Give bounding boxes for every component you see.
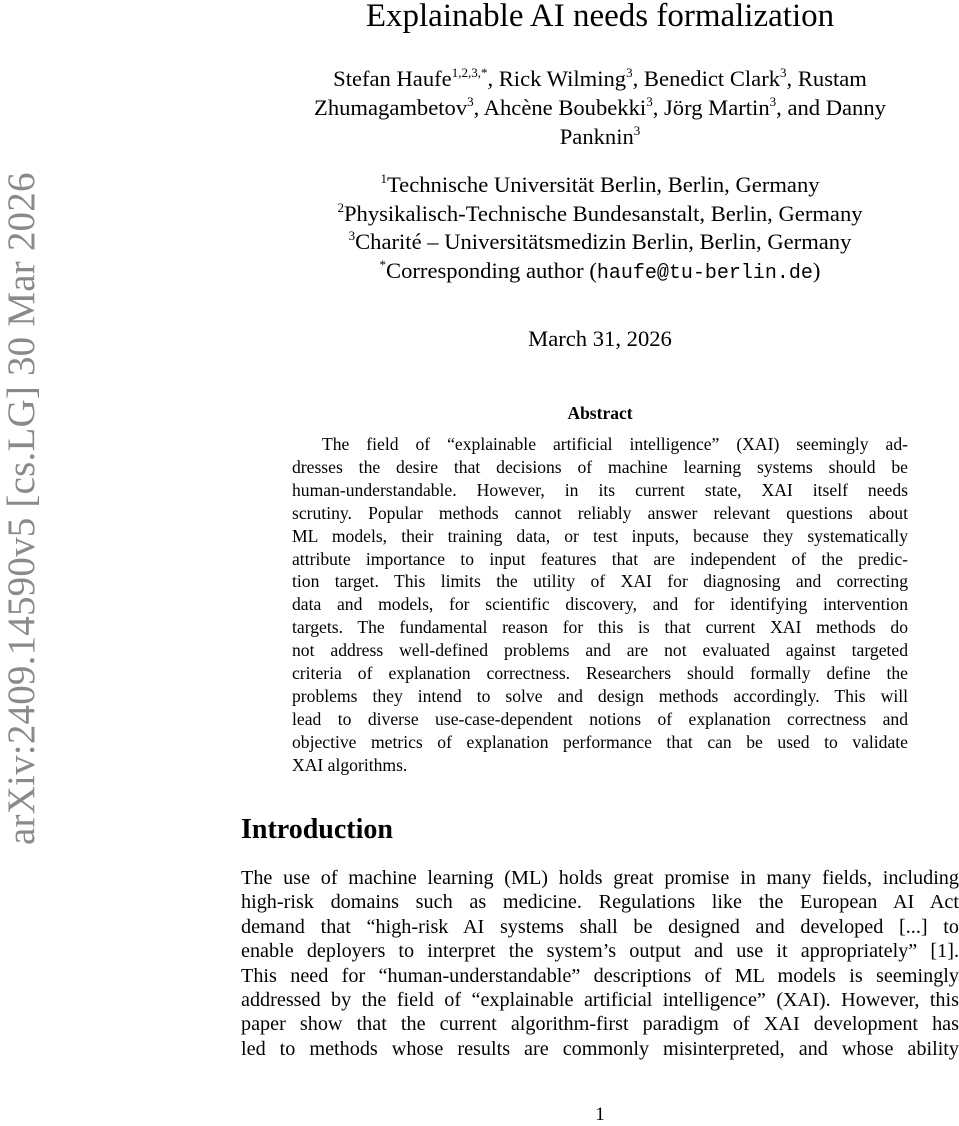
intro-line: The use of machine learning (ML) holds great promise in many fields, including bbox=[241, 867, 959, 889]
abstract-body bbox=[292, 433, 908, 777]
author-name: Stefan Haufe bbox=[333, 66, 452, 91]
affiliation-marker: 3 bbox=[769, 94, 777, 109]
author-list bbox=[241, 64, 959, 151]
affiliation-marker: 3 bbox=[626, 65, 633, 80]
corresponding-author bbox=[241, 257, 959, 289]
abstract-line: data and models, for scientific discovery, and for identifying intervention bbox=[292, 594, 908, 615]
page-number: 1 bbox=[595, 1104, 605, 1125]
intro-line: led to methods whose results are commonly misinterpreted, and whose ability bbox=[241, 1037, 959, 1060]
affiliation-text: Charité – Universitätsmedizin Berlin, Berlin, Germany bbox=[355, 229, 852, 254]
intro-line: This need for “human-understandable” descriptions of ML models is seemingly bbox=[241, 964, 959, 987]
abstract-line: The field of “explainable artificial intelligence” (XAI) seemingly ad- bbox=[322, 434, 908, 454]
author-line-2 bbox=[241, 93, 959, 122]
intro-line: paper show that the current algorithm-first paradigm of XAI development has bbox=[241, 1013, 959, 1036]
abstract-line: lead to diverse use-case-dependent notions of explanation correctness and bbox=[292, 708, 908, 729]
corresponding-email-link[interactable]: haufe@tu-berlin.de bbox=[596, 261, 813, 285]
affiliation-1 bbox=[241, 171, 959, 200]
affiliation-marker: 3 bbox=[646, 94, 653, 109]
abstract-line: problems they intend to solve and design methods accordingly. This will bbox=[292, 685, 908, 706]
abstract-line: objective metrics of explanation performance that can be used to validate bbox=[292, 731, 908, 752]
affiliation-text: Physikalisch-Technische Bundesanstalt, Berlin, Germany bbox=[343, 200, 863, 226]
introduction-body bbox=[241, 866, 959, 1061]
abstract-line: attribute importance to input features that are independent of the predic- bbox=[292, 548, 908, 569]
abstract-line: ML models, their training data, or test inputs, because they systematically bbox=[292, 525, 908, 546]
affiliation-marker: 2 bbox=[337, 199, 344, 215]
intro-line: high-risk domains such as medicine. Regulations like the European AI Act bbox=[241, 891, 959, 914]
affiliation-marker: 3 bbox=[467, 94, 474, 109]
paper-title: Explainable AI needs formalization bbox=[365, 0, 835, 34]
affiliation-2 bbox=[241, 200, 959, 229]
author-name: , Rustam bbox=[786, 66, 867, 91]
author-name: , and Danny bbox=[776, 95, 886, 120]
corresponding-label: Corresponding author ( bbox=[386, 257, 597, 283]
affiliation-3 bbox=[241, 228, 959, 257]
section-heading-introduction: Introduction bbox=[241, 814, 393, 845]
author-name: , Ahcène Boubekki bbox=[473, 95, 647, 120]
author-name: , Jörg Martin bbox=[652, 95, 770, 120]
affiliation-marker: 3 bbox=[780, 65, 787, 80]
abstract-line: XAI algorithms. bbox=[292, 754, 408, 775]
author-name: , Rick Wilming bbox=[487, 66, 627, 91]
author-name: Panknin bbox=[559, 124, 634, 149]
corresponding-suffix: ) bbox=[812, 257, 821, 283]
author-line-3 bbox=[241, 122, 959, 151]
affiliation-marker: 1,2,3,* bbox=[451, 65, 488, 80]
intro-line: enable deployers to interpret the system’s output and use it appropriately” [1]. bbox=[241, 940, 959, 963]
author-line-1 bbox=[241, 64, 959, 93]
affiliation-text: Technische Universität Berlin, Berlin, Germany bbox=[386, 172, 820, 197]
abstract-heading: Abstract bbox=[567, 403, 633, 423]
abstract-line: dresses the desire that decisions of machine learning systems should be bbox=[292, 456, 908, 477]
corresponding-marker: * bbox=[379, 256, 387, 272]
abstract-line: scrutiny. Popular methods cannot reliably answer relevant questions about bbox=[292, 502, 908, 523]
affiliation-marker: 3 bbox=[633, 123, 641, 138]
affiliation-marker: 3 bbox=[348, 228, 356, 243]
intro-line: demand that “high-risk AI systems shall be designed and developed [...] to bbox=[241, 915, 959, 938]
abstract-line: human-understandable. However, in its current state, XAI itself needs bbox=[292, 479, 908, 500]
affiliation-marker: 1 bbox=[380, 171, 387, 186]
publication-date: March 31, 2026 bbox=[528, 326, 672, 351]
affiliation-list bbox=[241, 171, 959, 288]
abstract-line: criteria of explanation correctness. Researchers should formally define the bbox=[292, 663, 908, 684]
abstract-line: tion target. This limits the utility of XAI for diagnosing and correcting bbox=[292, 571, 908, 592]
author-name: , Benedict Clark bbox=[632, 66, 781, 91]
abstract-line: targets. The fundamental reason for this is that current XAI methods do bbox=[292, 617, 908, 638]
intro-line: addressed by the field of “explainable artificial intelligence” (XAI). However, this bbox=[241, 989, 959, 1012]
arxiv-identifier-stamp: arXiv:2409.14590v5 [cs.LG] 30 Mar 2026 bbox=[0, 172, 43, 845]
author-name: Zhumagambetov bbox=[314, 95, 468, 120]
abstract-line: not address well-defined problems and are not evaluated against targeted bbox=[292, 640, 908, 661]
